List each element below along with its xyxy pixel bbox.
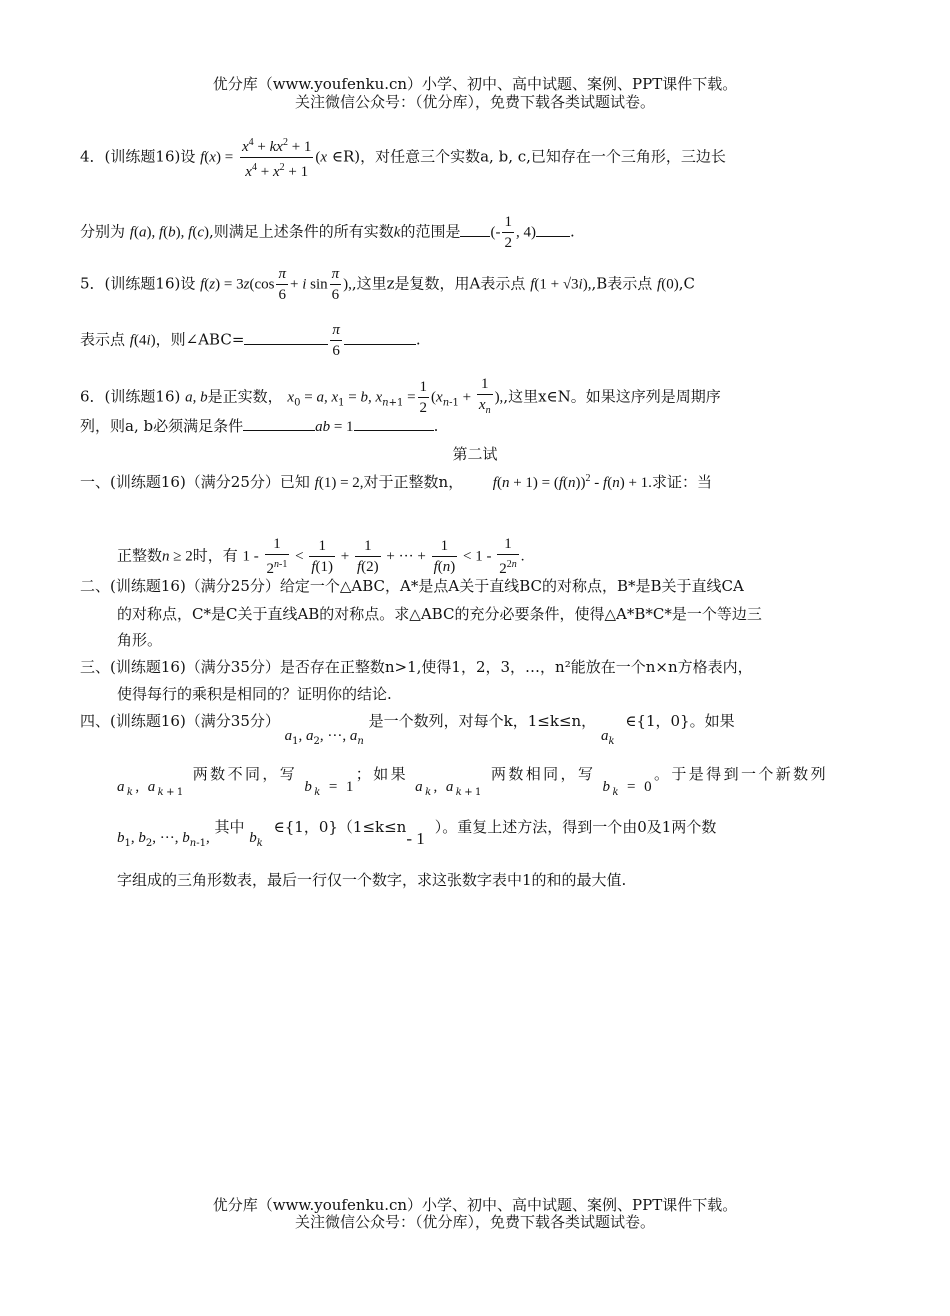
p2-line-1: 二、(训练题16)（满分25分）给定一个△ABC，A*是点A关于直线BC的对称点，B*是B关于直线CA: [80, 577, 744, 595]
p4-line-1: 四、(训练题16)（满分35分） $a_1$, $a_2$, ···, $a_n$ 是一个数列，对每个k，1≤k≤n， $a_k$ ∈{1，0}。如果: [80, 712, 735, 747]
q6-answer: ab: [315, 419, 331, 435]
p1-line-2: 正整数n ≥ 2时，有 1 - $\frac{1}{2^{n-1}}$ < $\frac{1}{f(1)}$ + $\frac{1}{f(2)}$ + ··· + $\frac{1}{f(n)}$ < 1 - $\frac{1}{2^{2n}}$ .: [117, 536, 525, 577]
q5-answer: $\frac{\pi}{6}$: [332, 322, 340, 359]
p2-line-3: 角形。: [117, 631, 163, 649]
q4-answer: (-: [490, 224, 501, 241]
header-line-1: 优分库（www.youfenku.cn）小学、初中、高中试题、案例、PPT课件下载。: [212, 75, 738, 93]
q4-line-2: 分别为 f(a), f(b), f(c),则满足上述条件的所有实数k的范围是 (- $\frac{1}{2}$ , 4) .: [80, 214, 575, 251]
q6-line-1: 6．(训练题16) a, b是正实数， $x_0 = a$, $x_1 = b$, $x_{n+1}$ = $\frac{1}{2}$ ($x_{n-1}$ + $\frac{1}{x_n}$ ),,这里x∈N。如果这序列是周期序: [80, 376, 721, 416]
footer-line-1: 优分库（www.youfenku.cn）小学、初中、高中试题、案例、PPT课件下载。: [212, 1196, 738, 1214]
q5-line-2: 表示点 f(4i)，则∠ABC= $\frac{\pi}{6}$ .: [80, 322, 421, 359]
p4-line-4: 字组成的三角形数表，最后一行仅一个数字，求这张数字表中1的和的最大值.: [117, 871, 627, 889]
q4-line-1: 4．(训练题16)设 f(x) = $\frac{x^4 + kx^2 + 1}{x^4 + x^2 + 1}$ (x ∈R)，对任意三个实数a, b, c,已知存在一个三角形，三边长: [80, 133, 726, 182]
p4-line-2: $a_k$, $a_{k+1}$ 两数不同，写 $b_k = 1$；如果 $a_k$, $a_{k+1}$ 两数相同，写 $b_k = 0$。于是得到一个新数列: [117, 765, 828, 798]
header-line-2: 关注微信公众号：（优分库），免费下载各类试题试卷。: [294, 93, 655, 111]
p3-line-2: 使得每行的乘积是相同的？证明你的结论.: [117, 685, 392, 703]
p1-line-1: 一、(训练题16)（满分25分）已知 f(1) = 2,对于正整数n， $f(n + 1) = (f(n))^2 - f(n) + 1$.求证：当: [80, 473, 712, 491]
q5-line-1: 5．(训练题16)设 f(z) = 3z(cos $\frac{\pi}{6}$ + i sin $\frac{\pi}{6}$ ),,这里z是复数，用A表示点 f(1 + √3i),,B表示点 f(0),C: [80, 266, 695, 303]
p4-line-3: $b_1$, $b_2$, ···, $b_{n-1}$, 其中 $b_k$ ∈{1，0}（1≤k≤n- 1）。重复上述方法，得到一个由0及1两个数: [117, 818, 717, 849]
q4-function-formula: f: [200, 149, 205, 166]
p2-line-2: 的对称点，C*是C关于直线AB的对称点。求△ABC的充分必要条件，使得△A*B*C*是一个等边三: [117, 605, 762, 623]
footer-line-2: 关注微信公众号：（优分库），免费下载各类试题试卷。: [294, 1213, 655, 1231]
p3-line-1: 三、(训练题16)（满分35分）是否存在正整数n>1,使得1，2，3，…，n²能放在一个n×n方格表内，: [80, 658, 753, 676]
q6-line-2: 列，则a, b必须满足条件 ab = 1 .: [80, 417, 439, 435]
section-title: 第二试: [452, 445, 498, 463]
